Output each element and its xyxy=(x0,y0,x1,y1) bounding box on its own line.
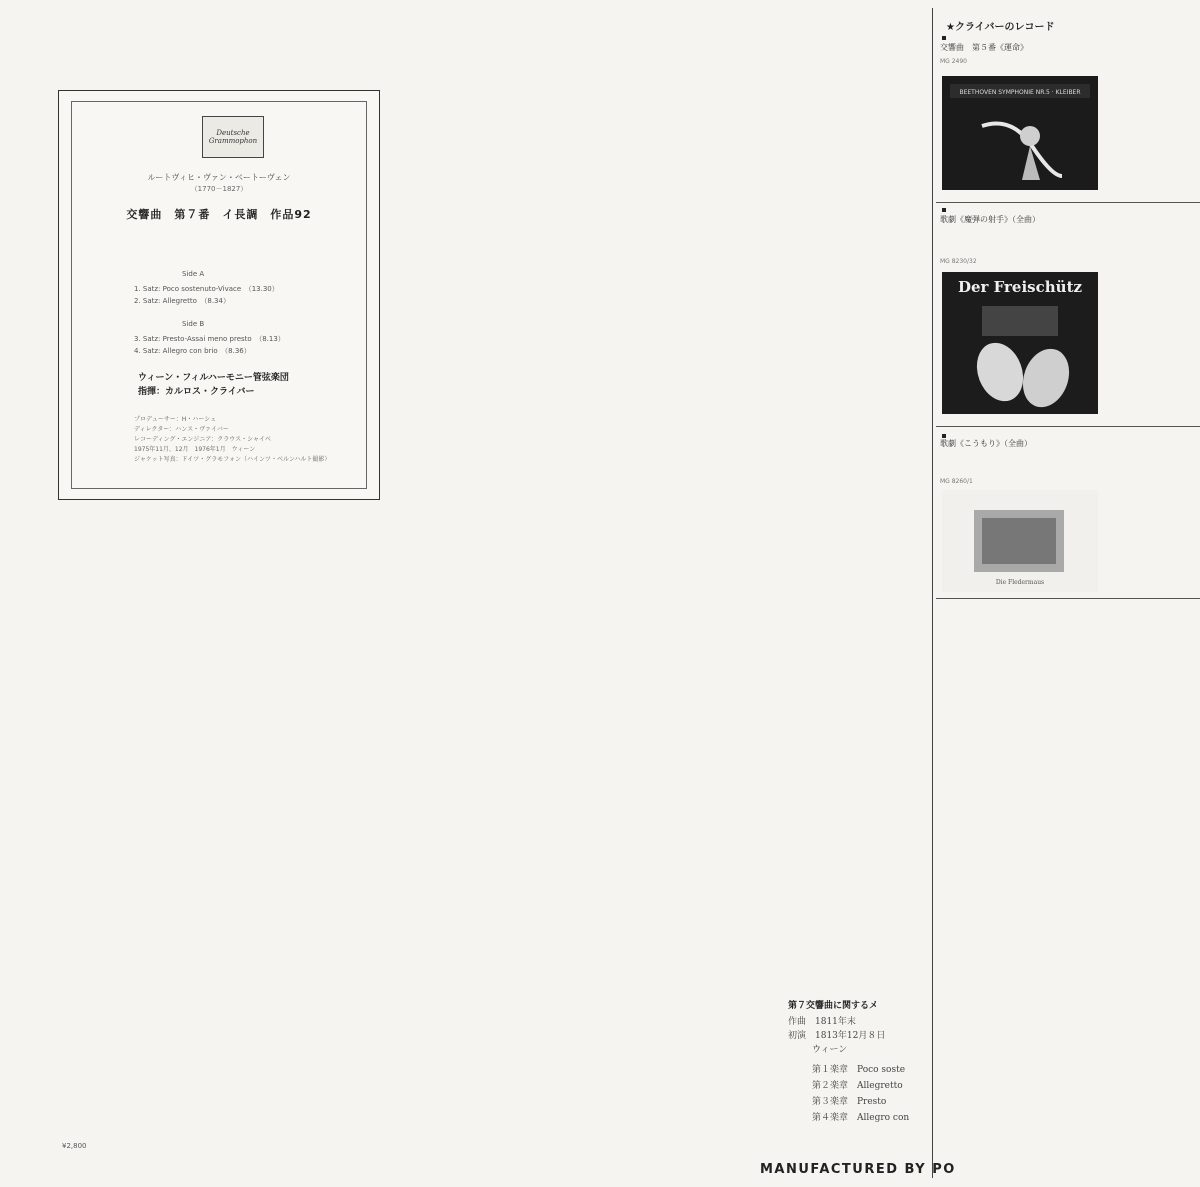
track-4: 4. Satz: Allegro con brio （8.36） xyxy=(134,347,251,355)
record-3-cover xyxy=(942,490,1098,592)
composer-name: ルートヴィヒ・ヴァン・ベートーヴェン xyxy=(147,173,291,182)
sidebar-divider xyxy=(936,202,1200,203)
spec-premiere: 初演 1813年12月８日 xyxy=(788,1031,886,1041)
credit-recording: 1975年11月、12月 1976年1月 ウィーン xyxy=(134,446,256,453)
side-a-label: Side A xyxy=(182,270,205,278)
record-1-code: MG 2490 xyxy=(940,58,968,65)
record-3-code: MG 8260/1 xyxy=(940,478,973,485)
side-b-label: Side B xyxy=(182,320,205,328)
record-1-cover xyxy=(942,76,1098,190)
spec-composed: 作曲 1811年末 xyxy=(788,1017,856,1027)
sidebar-title: ★クライバーのレコード xyxy=(946,22,1055,33)
dg-logo-text: Deutsche Grammophon xyxy=(208,129,258,145)
bullet-icon xyxy=(942,36,946,40)
composer-dates: （1770－1827） xyxy=(190,185,248,193)
record-2-code: MG 8230/32 xyxy=(940,258,977,265)
credit-photo: ジャケット写真：ドイツ・グラモフォン（ハインツ・ベルンハルト撮影） xyxy=(134,456,331,463)
conductor: 指揮：カルロス・クライバー xyxy=(138,387,255,397)
record-2-label: 歌劇《魔弾の射手》（全曲） xyxy=(940,215,1040,224)
sidebar-divider xyxy=(936,426,1200,427)
price-label: ¥2,800 xyxy=(62,1142,87,1150)
sidebar-divider xyxy=(936,598,1200,599)
bullet-icon xyxy=(942,208,946,212)
record-2-cover xyxy=(942,272,1098,414)
spec-place: ウィーン xyxy=(812,1045,848,1055)
spec-movement-4: 第４楽章 Allegro con xyxy=(812,1113,910,1123)
manufactured-by: MANUFACTURED BY PO xyxy=(760,1162,956,1177)
spec-movement-3: 第３楽章 Presto xyxy=(812,1097,887,1107)
column-rule xyxy=(932,8,933,1178)
spec-heading: 第７交響曲に関するメ xyxy=(788,1001,879,1011)
orchestra: ウィーン・フィルハーモニー管弦楽団 xyxy=(138,373,289,383)
record-2-cover-text: Der Freischütz xyxy=(957,278,1083,296)
credit-director: ディレクター：ハンス・ヴァイバー xyxy=(134,426,229,433)
dg-logo xyxy=(202,116,264,158)
work-title: 交響曲 第７番 イ長調 作品92 xyxy=(126,208,312,221)
track-3: 3. Satz: Presto-Assai meno presto （8.13） xyxy=(134,335,285,343)
record-3-label: 歌劇《こうもり》（全曲） xyxy=(940,439,1032,448)
spec-movement-1: 第１楽章 Poco soste xyxy=(812,1065,906,1075)
record-1-label: 交響曲 第５番《運命》 xyxy=(940,43,1028,52)
record-1-cover-text: BEETHOVEN SYMPHONIE NR.5 · KLEIBER xyxy=(959,89,1081,96)
spec-movement-2: 第２楽章 Allegretto xyxy=(812,1081,903,1091)
record-3-cover-text: Die Fledermaus xyxy=(995,579,1045,586)
track-1: 1. Satz: Poco sostenuto-Vivace （13.30） xyxy=(134,285,279,293)
credit-producer: プロデューサー：H・ハーシュ xyxy=(134,416,217,423)
track-2: 2. Satz: Allegretto （8.34） xyxy=(134,297,230,305)
credit-engineer: レコーディング・エンジニア：クラウス・シャイベ xyxy=(134,436,271,443)
record-info-panel xyxy=(58,90,380,500)
record-info-frame xyxy=(71,101,367,489)
